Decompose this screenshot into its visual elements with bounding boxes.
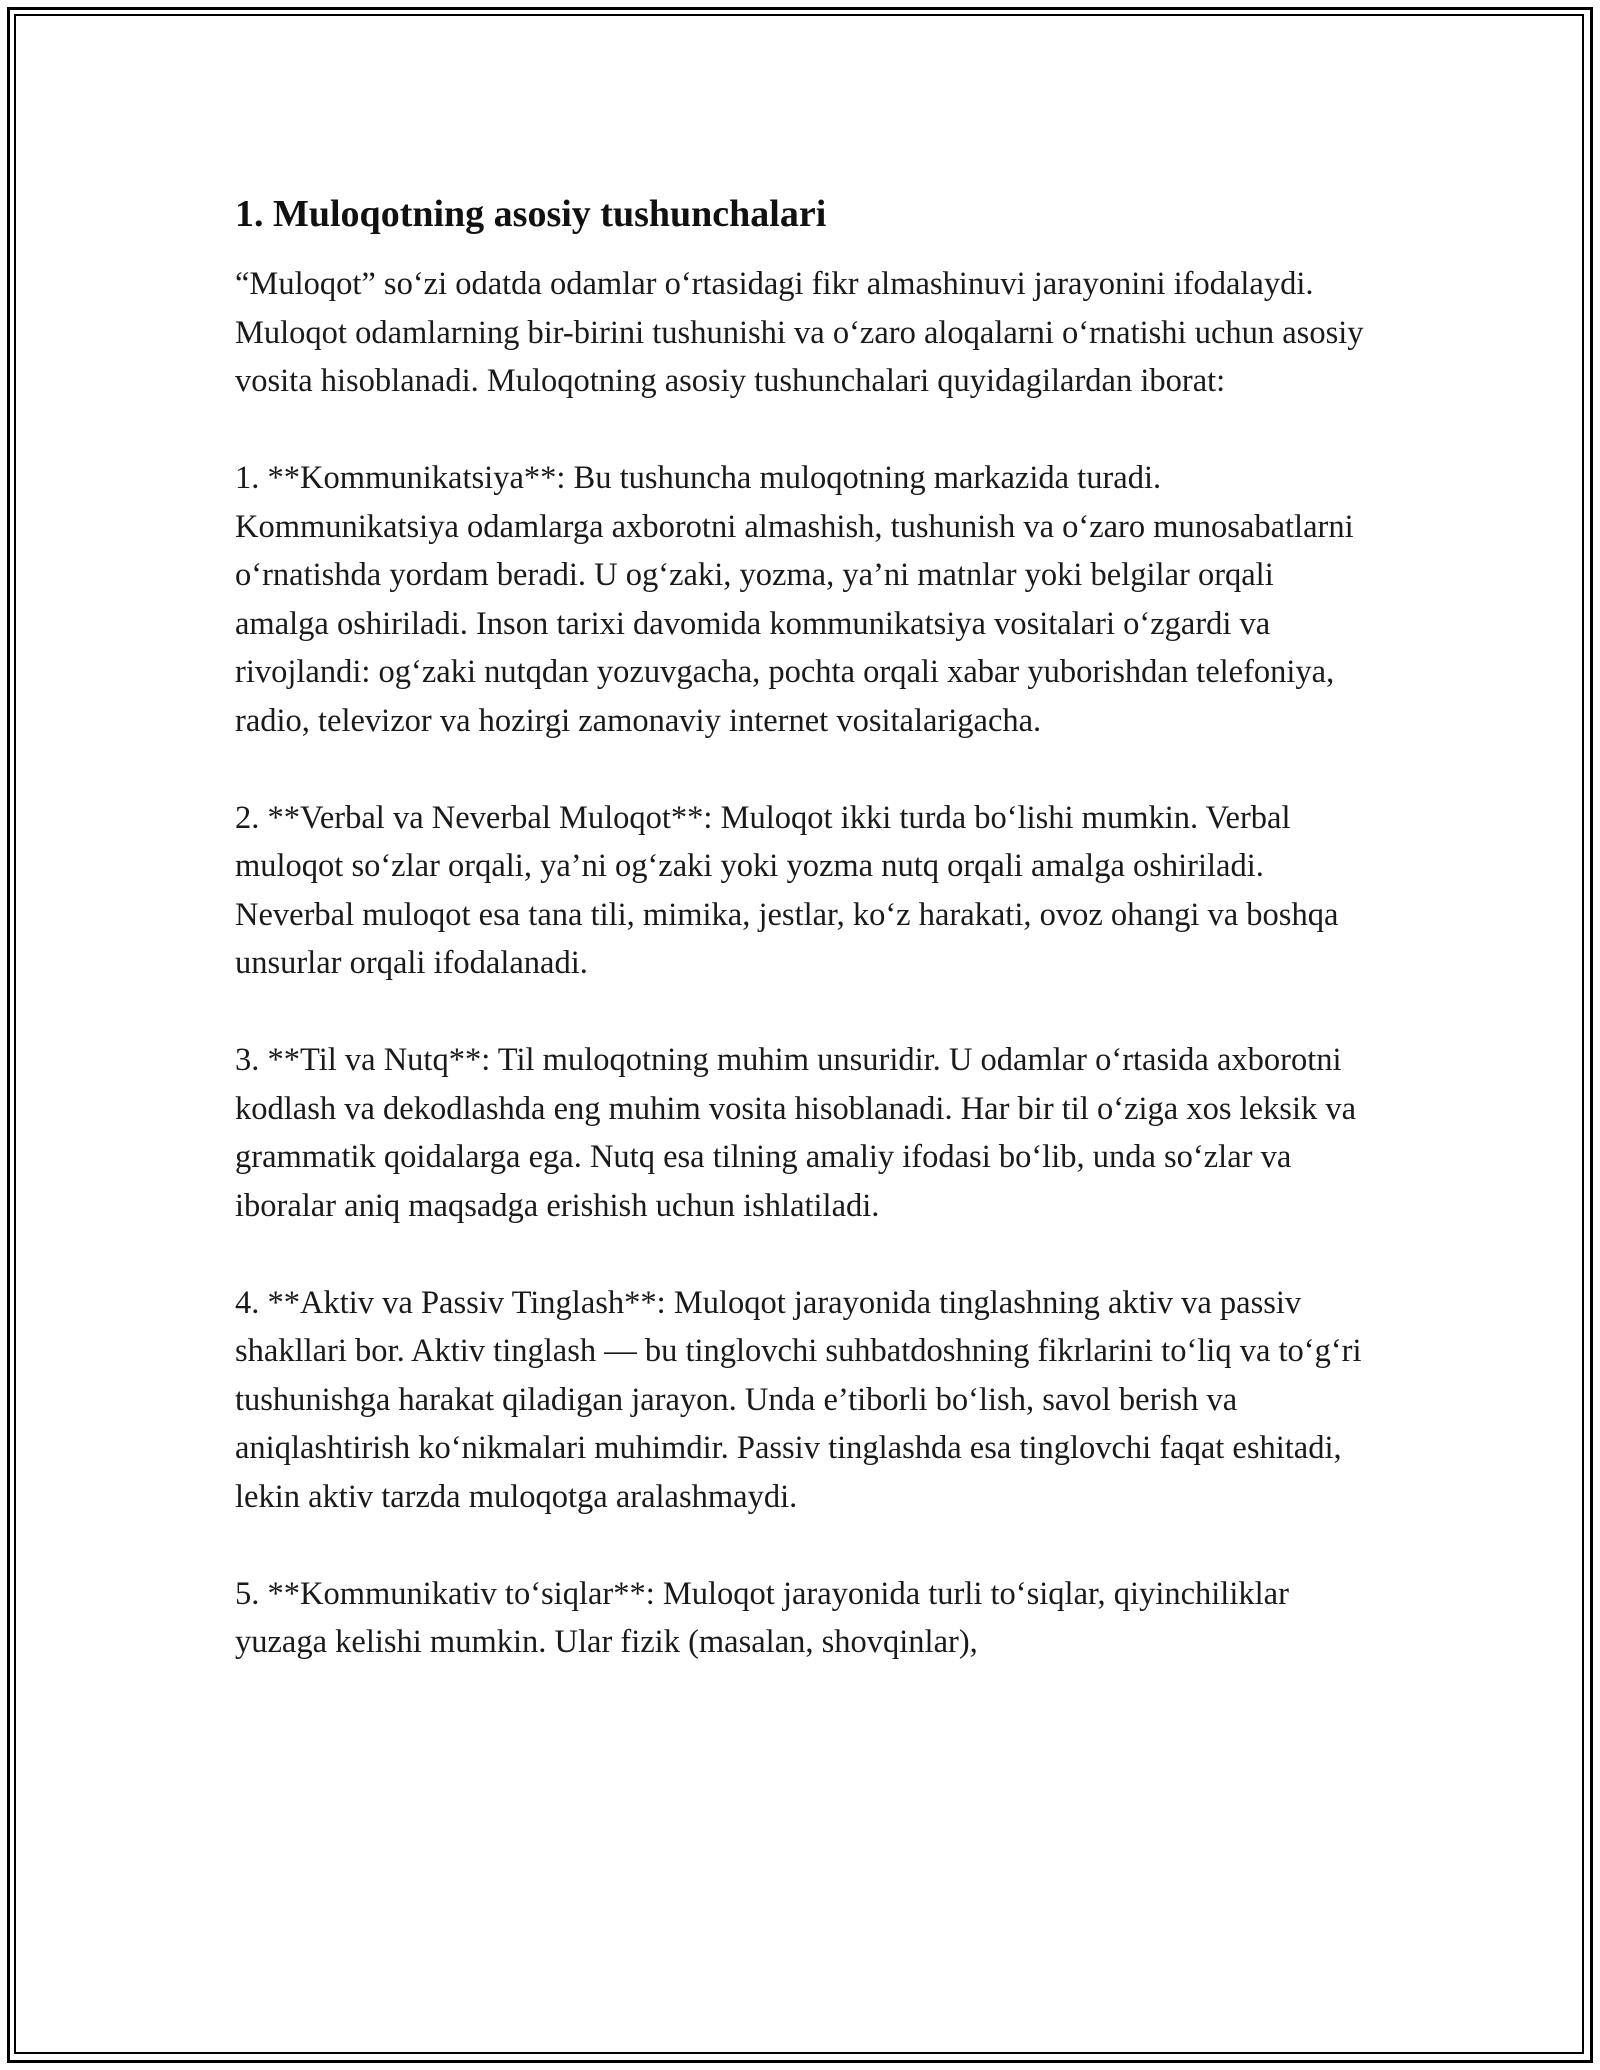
paragraph-tosiqlar: 5. **Kommunikativ to‘siqlar**: Muloqot jarayonida turli to‘siqlar, qiyinchiliklar yuzaga kelishi mumkin. Ular fizik (masalan, shovqinlar),	[235, 1575, 1289, 1660]
paragraph-verbal-neverbal: 2. **Verbal va Neverbal Muloqot**: Muloqot ikki turda bo‘lishi mumkin. Verbal muloqot so‘zlar orqali, ya’ni og‘zaki yoki yozma nutq orqali amalga oshiriladi. Neverbal muloqot esa tana tili, mimika, jestlar, ko‘z harakati, ovoz ohangi va boshqa unsurlar orqali ifodalanadi.	[235, 799, 1339, 981]
document-body	[235, 188, 1365, 1715]
intro-paragraph: “Muloqot” so‘zi odatda odamlar o‘rtasidagi fikr almashinuvi jarayonini ifodalaydi. Muloqot odamlarning bir-birini tushunishi va o‘zaro aloqalarni o‘rnatishi uchun asosiy vosita hisoblanadi. Muloqotning asosiy tushunchalari quyidagilardan iborat:	[235, 266, 1364, 399]
paragraph-kommunikatsiya: 1. **Kommunikatsiya**: Bu tushuncha muloqotning markazida turadi. Kommunikatsiya odamlarga axborotni almashish, tushunish va o‘zaro munosabatlarni o‘rnatishda yordam beradi. U og‘zaki, yozma, ya’ni matnlar yoki belgilar orqali amalga oshiriladi. Inson tarixi davomida kommunikatsiya vositalari o‘zgardi va rivojlandi: og‘zaki nutqdan yozuvgacha, pochta orqali xabar yuborishdan telefoniya, radio, televizor va hozirgi zamonaviy internet vositalarigacha.	[235, 460, 1354, 739]
paragraph-til-nutq: 3. **Til va Nutq**: Til muloqotning muhim unsuridir. U odamlar o‘rtasida axborotni kodlash va dekodlashda eng muhim vosita hisoblanadi. Har bir til o‘ziga xos leksik va grammatik qoidalarga ega. Nutq esa tilning amaliy ifodasi bo‘lib, unda so‘zlar va iboralar aniq maqsadga erishish uchun ishlatiladi.	[235, 1042, 1357, 1224]
section-heading: 1. Muloqotning asosiy tushunchalari	[235, 193, 827, 235]
paragraph-tinglash: 4. **Aktiv va Passiv Tinglash**: Muloqot jarayonida tinglashning aktiv va passiv shakllari bor. Aktiv tinglash — bu tinglovchi suhbatdoshning fikrlarini to‘liq va to‘g‘ri tushunishga harakat qiladigan jarayon. Unda e’tiborli bo‘lish, savol berish va aniqlashtirish ko‘nikmalari muhimdir. Passiv tinglashda esa tinglovchi faqat eshitadi, lekin aktiv tarzda muloqotga aralashmaydi.	[235, 1284, 1362, 1515]
